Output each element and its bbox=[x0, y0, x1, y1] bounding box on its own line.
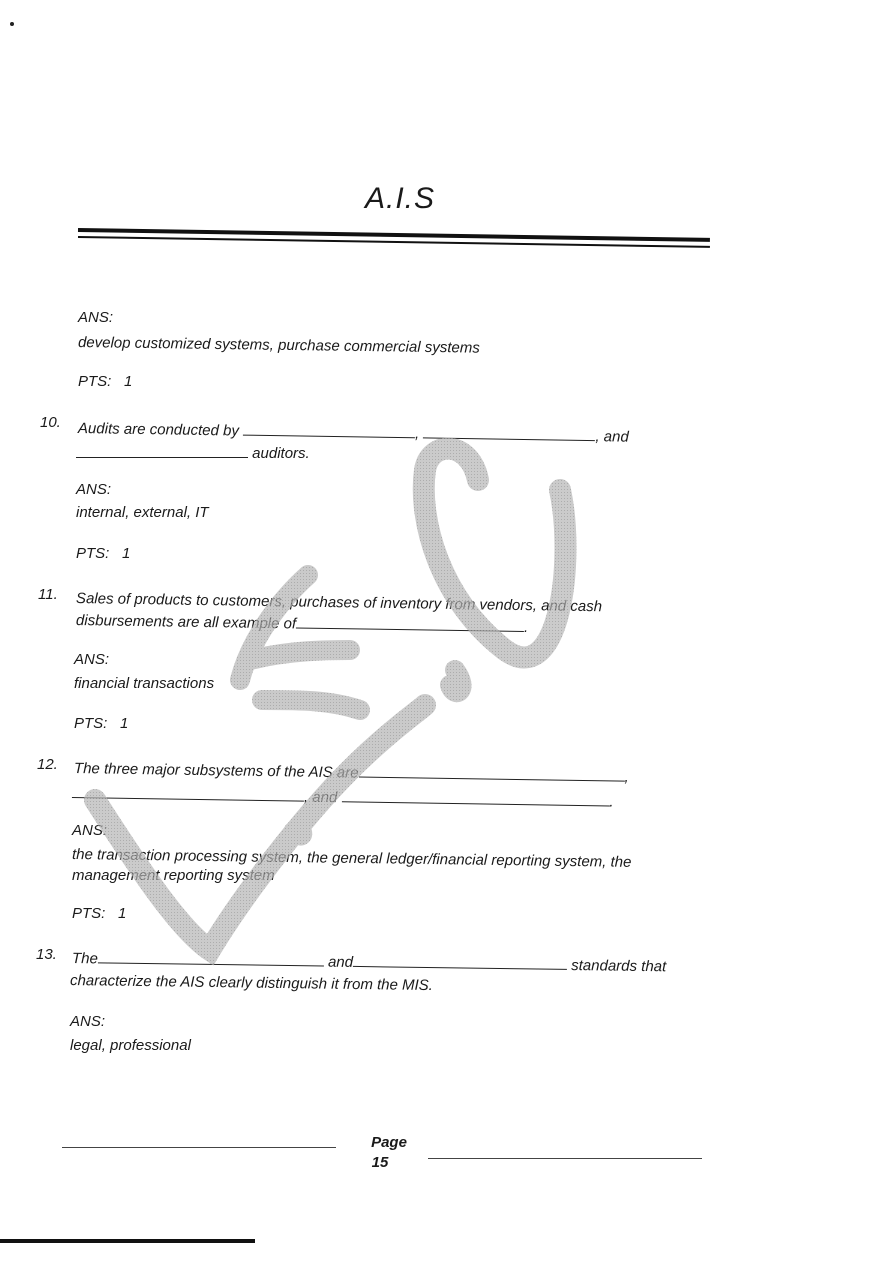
q12-comma: , bbox=[624, 768, 629, 786]
q9-ans-label: ANS: bbox=[78, 309, 114, 326]
q10-answer: internal, external, IT bbox=[76, 504, 209, 521]
q11-line1: Sales of products to customers, purchases of inventory from vendors, and cash bbox=[75, 590, 603, 616]
q12-blank-3[interactable] bbox=[341, 787, 609, 806]
footer-page-label: Page bbox=[371, 1134, 407, 1151]
watermark-blob bbox=[450, 670, 461, 692]
q12-line2 bbox=[72, 783, 614, 813]
q13-ans-label: ANS: bbox=[70, 1013, 106, 1030]
q12-and: , and bbox=[303, 788, 338, 807]
q11-number: 11. bbox=[38, 586, 58, 603]
q10-text-b: , and bbox=[595, 428, 629, 446]
q12-blank-2[interactable] bbox=[72, 783, 304, 802]
q11-blank[interactable] bbox=[296, 613, 524, 632]
q10-number: 10. bbox=[40, 414, 61, 431]
footer-line-right bbox=[428, 1158, 702, 1159]
q13-blank-1[interactable] bbox=[98, 948, 324, 966]
q12-line1 bbox=[74, 758, 629, 788]
q11-period: . bbox=[523, 619, 529, 637]
q12-ans-label: ANS: bbox=[72, 822, 108, 839]
q10-ans-label: ANS: bbox=[76, 481, 112, 498]
q12-number: 12. bbox=[37, 756, 58, 773]
q10-blank-3[interactable] bbox=[76, 443, 248, 458]
q10-text-c: auditors. bbox=[252, 445, 310, 462]
page-title: A.I.S bbox=[364, 182, 436, 215]
footer-line-left bbox=[62, 1147, 336, 1148]
q13-and: and bbox=[327, 953, 354, 971]
q10-pts-value: 1 bbox=[122, 545, 131, 562]
q10-pts-label: PTS: bbox=[76, 545, 110, 562]
q9-answer: develop customized systems, purchase commercial systems bbox=[77, 334, 480, 357]
watermark-small-blob bbox=[292, 825, 304, 838]
q12-answer-line2: management reporting system bbox=[72, 867, 275, 884]
q13-number: 13. bbox=[36, 946, 57, 963]
q12-period: . bbox=[609, 793, 614, 811]
q10-line2 bbox=[76, 443, 310, 464]
q13-answer: legal, professional bbox=[70, 1037, 191, 1054]
top-left-dot bbox=[10, 22, 14, 26]
footer-page-number: 15 bbox=[371, 1154, 389, 1171]
q10-blank-1[interactable] bbox=[243, 421, 415, 439]
header-rule-thick bbox=[78, 228, 710, 242]
q10-text-a: Audits are conducted by bbox=[77, 420, 240, 440]
watermark-check-shape bbox=[95, 705, 425, 950]
q12-pts-label: PTS: bbox=[72, 905, 106, 922]
q13-standards: standards that bbox=[571, 956, 667, 976]
q10-comma: , bbox=[414, 425, 420, 443]
q11-line2-text: disbursements are all example of bbox=[75, 612, 297, 633]
q12-line1-text: The three major subsystems of the AIS are bbox=[73, 760, 359, 782]
q9-pts-label: PTS: bbox=[78, 373, 112, 390]
q13-line2: characterize the AIS clearly distinguish it from the MIS. bbox=[69, 972, 434, 995]
q11-answer: financial transactions bbox=[74, 675, 215, 692]
q12-pts-value: 1 bbox=[118, 905, 127, 922]
q12-blank-1[interactable] bbox=[358, 762, 624, 781]
q11-pts-label: PTS: bbox=[74, 715, 108, 732]
q12-answer-line1: the transaction processing system, the general ledger/financial reporting system, the bbox=[71, 846, 632, 871]
q10-blank-2[interactable] bbox=[423, 423, 595, 441]
q9-pts-value: 1 bbox=[124, 373, 133, 390]
bottom-scan-edge bbox=[0, 1239, 255, 1243]
q13-blank-2[interactable] bbox=[353, 952, 567, 970]
q11-ans-label: ANS: bbox=[74, 651, 110, 668]
q13-the: The bbox=[71, 950, 98, 968]
q11-pts-value: 1 bbox=[120, 715, 129, 732]
